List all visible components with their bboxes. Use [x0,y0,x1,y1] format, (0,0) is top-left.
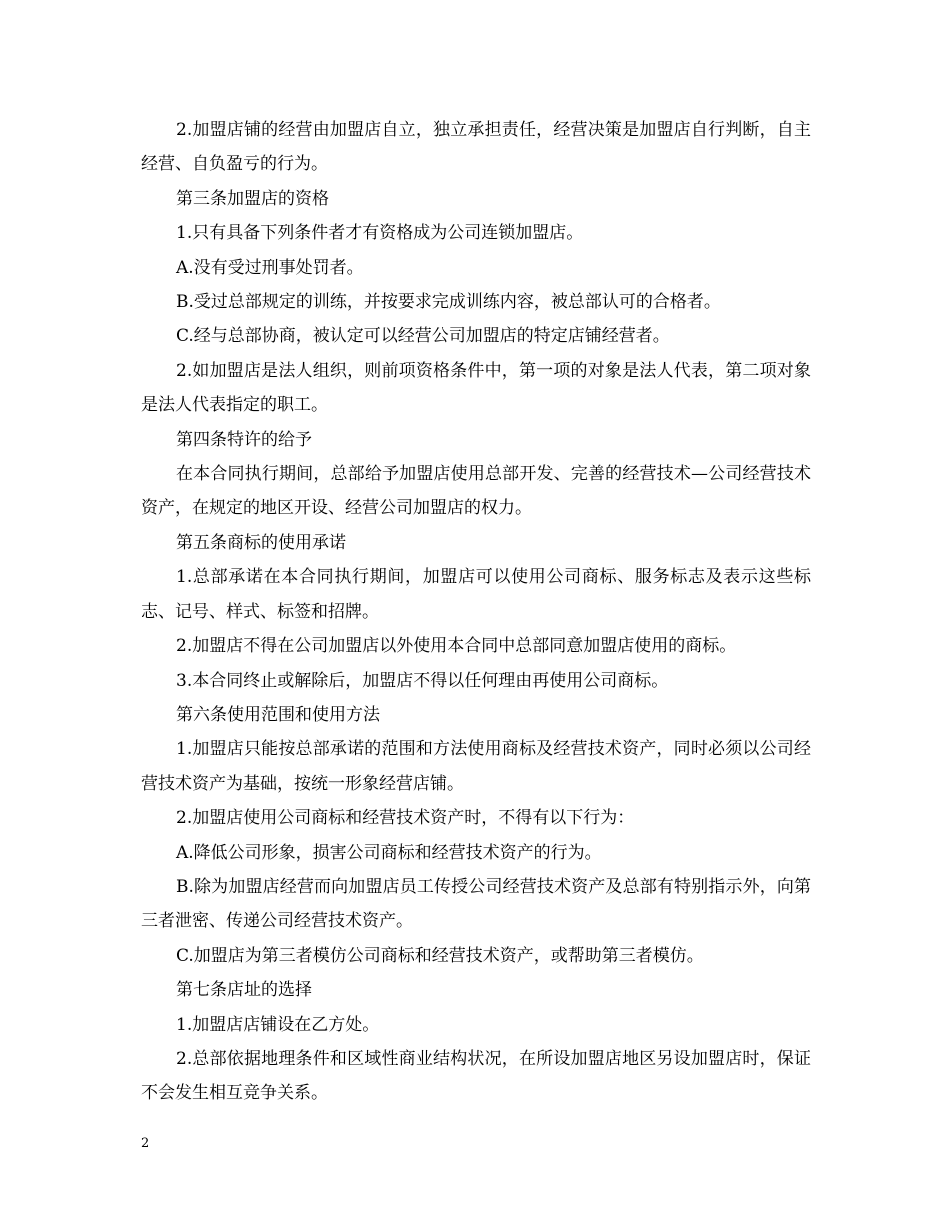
paragraph: 1.加盟店只能按总部承诺的范围和方法使用商标及经营技术资产，同时必须以公司经营技术资产为基础，按统一形象经营店铺。 [141,739,811,794]
paragraph: 2.总部依据地理条件和区域性商业结构状况，在所设加盟店地区另设加盟店时，保证不会发生相互竞争关系。 [141,1048,811,1104]
paragraph: 2.加盟店不得在公司加盟店以外使用本合同中总部同意加盟店使用的商标。 [176,636,737,657]
paragraph: 1.加盟店店铺设在乙方处。 [176,1014,380,1035]
paragraph: 3.本合同终止或解除后，加盟店不得以任何理由再使用公司商标。 [176,670,669,691]
paragraph: B.除为加盟店经营而向加盟店员工传授公司经营技术资产及总部有特别指示外，向第三者泄密、传递公司经营技术资产。 [141,876,811,932]
paragraph: A.降低公司形象，损害公司商标和经营技术资产的行为。 [176,842,602,863]
section-heading: 第三条加盟店的资格 [176,188,329,209]
paragraph: 1.只有具备下列条件者才有资格成为公司连锁加盟店。 [176,223,584,244]
paragraph: 在本合同执行期间，总部给予加盟店使用总部开发、完善的经营技术—公司经营技术资产，在规定的地区开设、经营公司加盟店的权力。 [141,464,811,519]
paragraph: C.经与总部协商，被认定可以经营公司加盟店的特定店铺经营者。 [176,326,670,347]
paragraph: 2.如加盟店是法人组织，则前项资格条件中，第一项的对象是法人代表，第二项对象是法人代表指定的职工。 [141,360,811,416]
paragraph: 2.加盟店铺的经营由加盟店自立，独立承担责任，经营决策是加盟店自行判断，自主经营、自负盈亏的行为。 [141,120,811,175]
paragraph: 1.总部承诺在本合同执行期间，加盟店可以使用公司商标、服务标志及表示这些标志、记号、样式、标签和招牌。 [141,567,811,622]
document-body [141,113,811,1111]
paragraph: 2.加盟店使用公司商标和经营技术资产时，不得有以下行为： [176,808,635,829]
section-heading: 第四条特许的给予 [176,429,312,450]
section-heading: 第五条商标的使用承诺 [176,532,346,553]
paragraph: A.没有受过刑事处罚者。 [176,257,364,278]
page-number: 2 [141,1136,150,1151]
section-heading: 第六条使用范围和使用方法 [176,704,380,725]
paragraph: C.加盟店为第三者模仿公司商标和经营技术资产，或帮助第三者模仿。 [176,945,704,966]
paragraph: B.受过总部规定的训练，并按要求完成训练内容，被总部认可的合格者。 [176,292,721,313]
section-heading: 第七条店址的选择 [176,980,312,1001]
